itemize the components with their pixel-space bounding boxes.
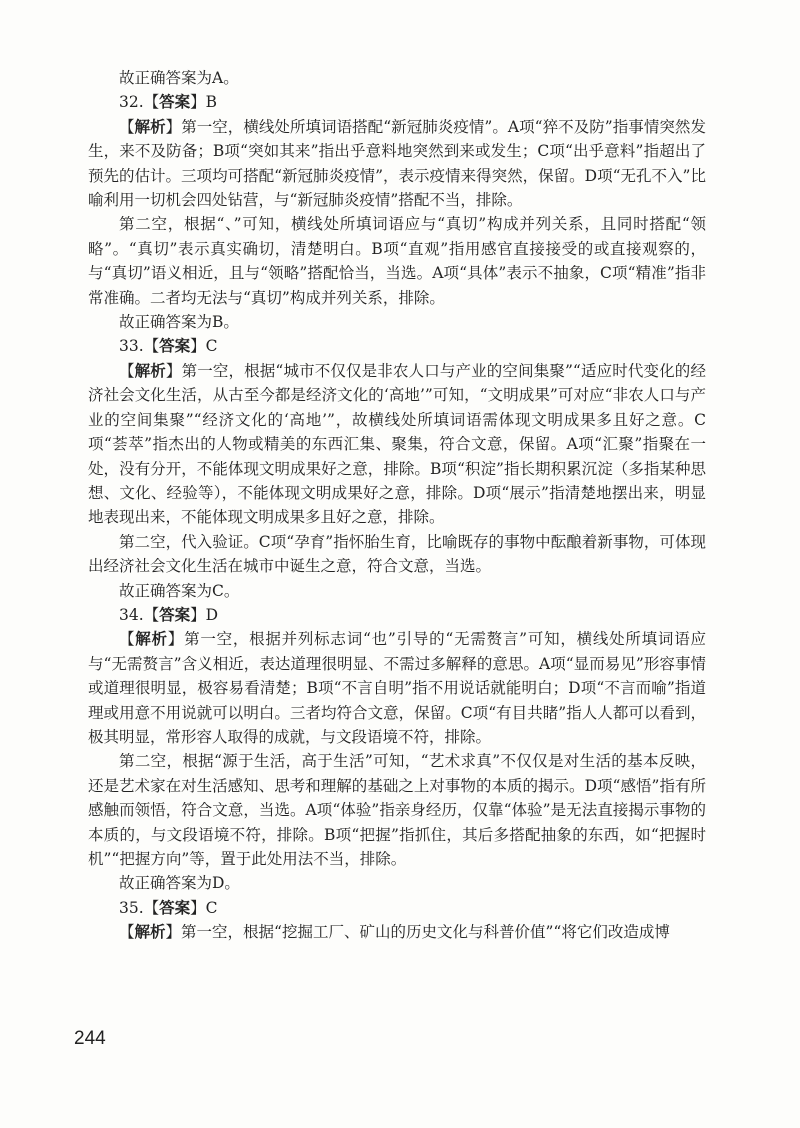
answer-explanations [88,66,706,945]
answer-heading: 35.【答案】C [119,897,218,917]
answer-heading: 34.【答案】D [119,604,219,624]
answer-heading: 33.【答案】C [119,336,218,356]
body-paragraph: 第二空，根据“源于生活，高于生活”可知，“艺术求真”不仅仅是对生活的基本反映，还是艺术家在对生活感知、思考和理解的基础之上对事物的本质的揭示。D项“感悟”指有所感触而领悟，符合文意，当选。A项“体验”指亲身经历，仅靠“体验”是无法直接揭示事物的本质的，与文段语境不符，排除。B项“把握”指抓住，其后多搭配抽象的东西，如“把握时机”“把握方向”等，置于此处用法不当，排除。 [88,752,706,868]
analysis-paragraph: 【解析】第一空，根据并列标志词“也”引导的“无需赘言”可知，横线处所填词语应与“无需赘言”含义相近，表达道理很明显、不需过多解释的意思。A项“显而易见”形容事情或道理很明显，极容易看清楚；B项“不言自明”指不用说话就能明白；D项“不言而喻”指道理或用意不用说就可以明白。三者均符合文意，保留。C项“有目共睹”指人人都可以看到，极其明显，常形容人取得的成就，与文段语境不符，排除。 [88,629,706,746]
page-number: 244 [74,1028,106,1049]
conclusion-line: 故正确答案为A。 [119,69,239,87]
conclusion-line: 故正确答案为B。 [119,313,239,332]
conclusion-line: 故正确答案为C。 [119,581,240,600]
body-paragraph: 第二空，代入验证。C项“孕育”指怀胎生育，比喻既存的事物中酝酿着新事物，可体现出经济社会文化生活在城市中诞生之意，符合文意，当选。 [88,532,706,576]
body-paragraph: 第二空，根据“、”可知，横线处所填词语应与“真切”构成并列关系，且同时搭配“领略”。“真切”表示真实确切，清楚明白。B项“直观”指用感官直接接受的或直接观察的，与“真切”语义相近，且与“领略”搭配恰当，当选。A项“具体”表示不抽象，C项“精准”指非常准确。二者均无法与“真切”构成并列关系，排除。 [88,215,706,307]
conclusion-line: 故正确答案为D。 [119,874,240,893]
analysis-paragraph: 【解析】第一空，根据“城市不仅仅是非农人口与产业的空间集聚”“适应时代变化的经济社会文化生活，从古至今都是经济文化的‘高地’”可知，“文明成果”可对应“非农人口与产业的空间集聚”“经济文化的‘高地’”，故横线处所填词语需体现文明成果多且好之意。C项“荟萃”指杰出的人物或精美的东西汇集、聚集，符合文意，保留。A项“汇聚”指聚在一处，没有分开，不能体现文明成果好之意，排除。B项“积淀”指长期积累沉淀（多指某种思想、文化、经验等），不能体现文明成果好之意，排除。D项“展示”指清楚地摆出来，明显地表现出来，不能体现文明成果多且好之意，排除。 [88,360,706,527]
answer-heading: 32.【答案】B [119,92,218,112]
analysis-paragraph: 【解析】第一空，横线处所填词语搭配“新冠肺炎疫情”。A项“猝不及防”指事情突然发生，来不及防备；B项“突如其来”指出乎意料地突然到来或发生；C项“出乎意料”指超出了预先的估计。三项均可搭配“新冠肺炎疫情”，表示疫情来得突然，保留。D项“无孔不入”比喻利用一切机会四处钻营，与“新冠肺炎疫情”搭配不当，排除。 [88,116,706,210]
analysis-paragraph: 【解析】第一空，根据“挖掘工厂、矿山的历史文化与科普价值”“将它们改造成博 [119,922,670,942]
